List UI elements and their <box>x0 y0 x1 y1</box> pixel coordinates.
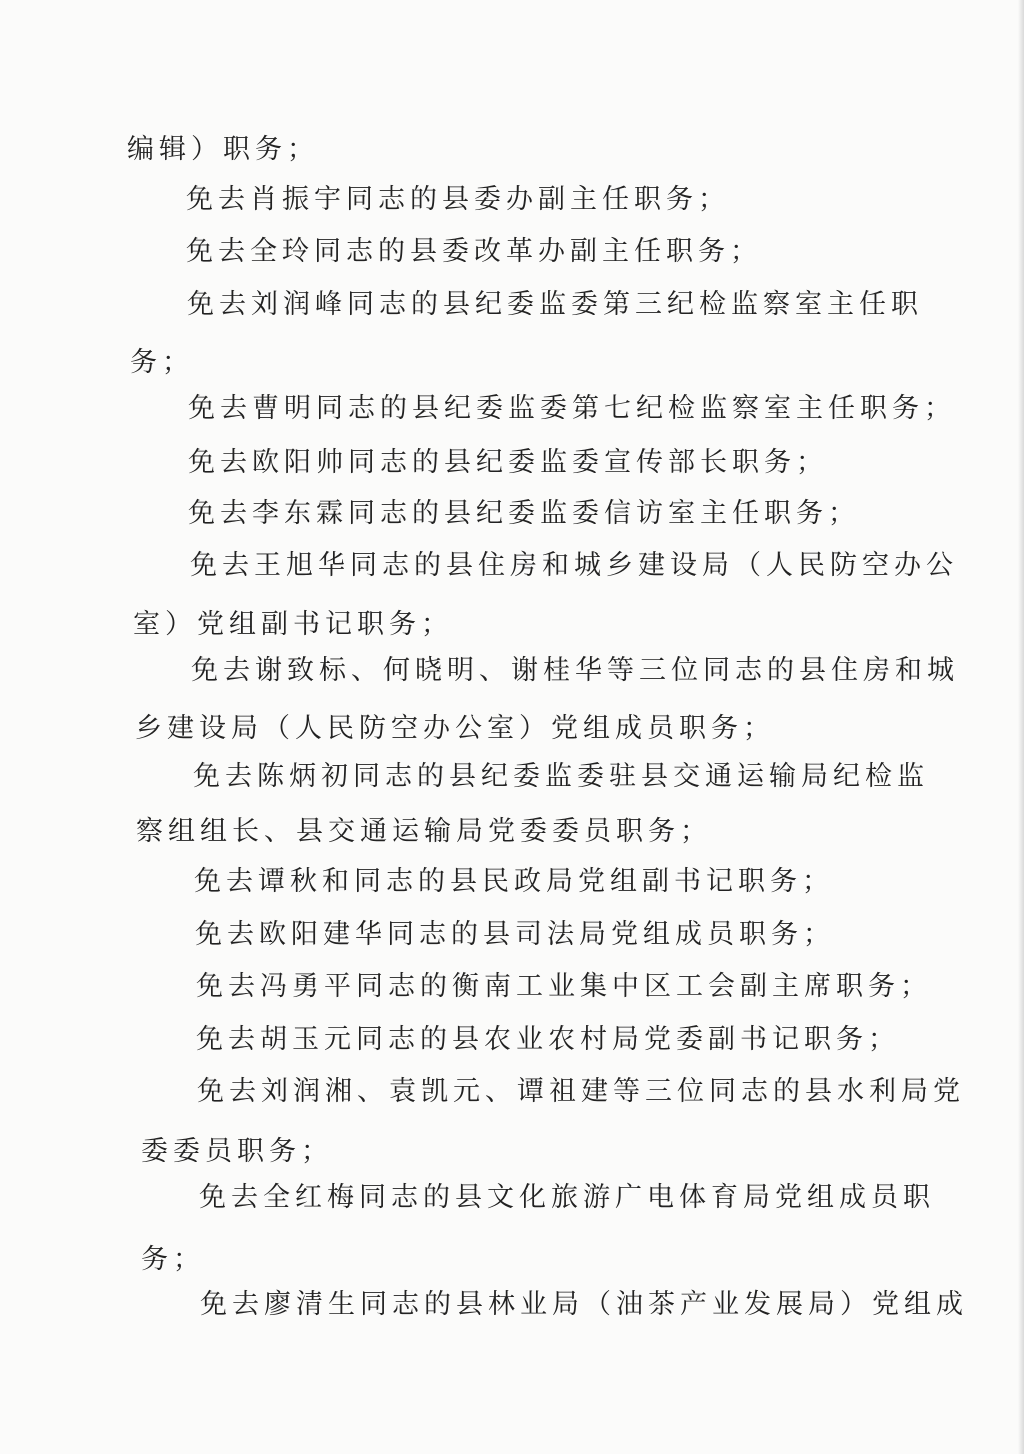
text-line-15: 免去谭秋和同志的县民政局党组副书记职务； <box>194 866 834 897</box>
text-line-2: 免去肖振宇同志的县委办副主任职务； <box>186 184 730 215</box>
text-line-7: 免去欧阳帅同志的县纪委监委宣传部长职务； <box>188 447 828 478</box>
text-line-1: 编辑）职务； <box>127 134 319 165</box>
text-line-22: 务； <box>141 1244 205 1275</box>
text-line-17: 免去冯勇平同志的衡南工业集中区工会副主席职务； <box>196 971 932 1002</box>
text-line-3: 免去全玲同志的县委改革办副主任职务； <box>186 236 762 267</box>
text-line-21: 免去全红梅同志的县文化旅游广电体育局党组成员职 <box>199 1182 935 1213</box>
text-line-14: 察组组长、县交通运输局党委委员职务； <box>136 816 712 847</box>
text-line-6: 免去曹明同志的县纪委监委第七纪检监察室主任职务； <box>188 393 956 424</box>
text-line-11: 免去谢致标、何晓明、谢桂华等三位同志的县住房和城 <box>191 655 959 686</box>
text-line-9: 免去王旭华同志的县住房和城乡建设局（人民防空办公 <box>190 550 958 581</box>
text-line-16: 免去欧阳建华同志的县司法局党组成员职务； <box>195 919 835 950</box>
text-line-13: 免去陈炳初同志的县纪委监委驻县交通运输局纪检监 <box>193 761 929 792</box>
text-line-5: 务； <box>130 347 194 378</box>
text-line-12: 乡建设局（人民防空办公室）党组成员职务； <box>135 713 775 744</box>
text-line-19: 免去刘润湘、袁凯元、谭祖建等三位同志的县水利局党 <box>197 1076 965 1107</box>
text-line-4: 免去刘润峰同志的县纪委监委第三纪检监察室主任职 <box>187 289 923 320</box>
page-edge-shadow <box>1018 0 1024 1454</box>
text-line-18: 免去胡玉元同志的县农业农村局党委副书记职务； <box>196 1024 900 1055</box>
text-line-20: 委委员职务； <box>141 1136 333 1167</box>
text-line-23: 免去廖清生同志的县林业局（油茶产业发展局）党组成 <box>200 1289 968 1320</box>
text-line-8: 免去李东霖同志的县纪委监委信访室主任职务； <box>188 498 860 529</box>
text-line-10: 室）党组副书记职务； <box>133 609 453 640</box>
